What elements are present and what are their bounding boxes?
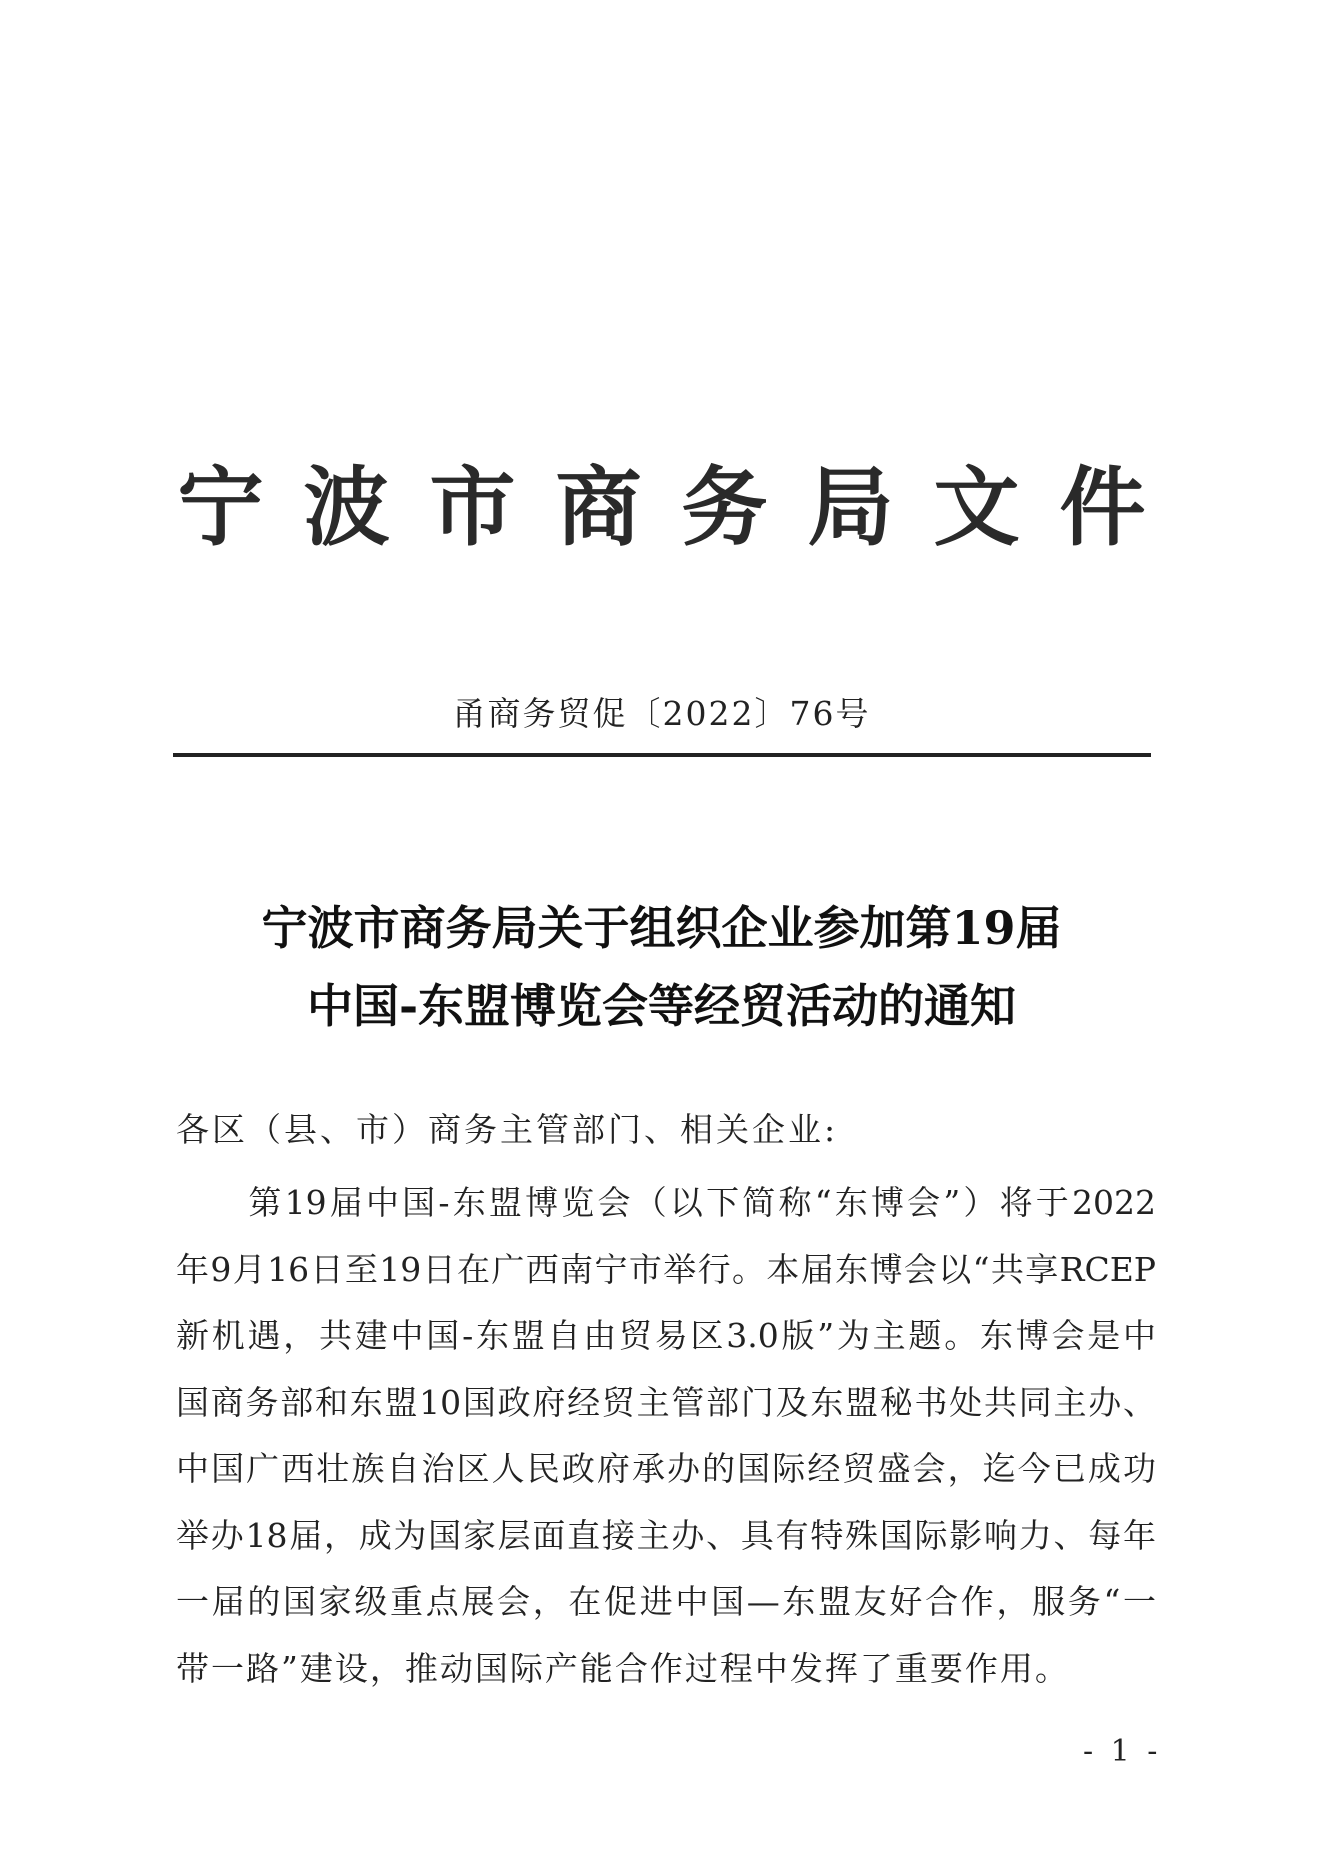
notice-title-line-1: 宁波市商务局关于组织企业参加第19届 <box>261 901 1062 955</box>
body-line: 国商务部和东盟10国政府经贸主管部门及东盟秘书处共同主办、 <box>176 1382 1156 1422</box>
body-line: 第19届中国-东盟博览会（以下简称“东博会”）将于2022 <box>176 1183 1156 1222</box>
addressee-line: 各区（县、市）商务主管部门、相关企业: <box>176 1110 839 1149</box>
agency-document-header: 宁波市商务局文件 <box>177 457 1186 558</box>
header-separator-line <box>173 753 1151 757</box>
body-line: 新机遇，共建中国-东盟自由贸易区3.0版”为主题。东博会是中 <box>176 1316 1156 1355</box>
body-line: 年9月16日至19日在广西南宁市举行。本届东博会以“共享RCEP <box>176 1249 1156 1289</box>
page-number: - 1 - <box>1083 1734 1162 1769</box>
body-paragraph <box>176 1170 1156 1702</box>
body-line: 一届的国家级重点展会，在促进中国—东盟友好合作，服务“一 <box>176 1582 1156 1621</box>
body-line: 带一路”建设，推动国际产能合作过程中发挥了重要作用。 <box>176 1648 1070 1688</box>
document-number: 甬商务贸促〔2022〕76号 <box>452 694 871 733</box>
notice-title-line-2: 中国-东盟博览会等经贸活动的通知 <box>306 979 1017 1033</box>
body-line: 中国广西壮族自治区人民政府承办的国际经贸盛会，迄今已成功 <box>176 1449 1156 1488</box>
body-line: 举办18届，成为国家层面直接主办、具有特殊国际影响力、每年 <box>176 1515 1156 1555</box>
